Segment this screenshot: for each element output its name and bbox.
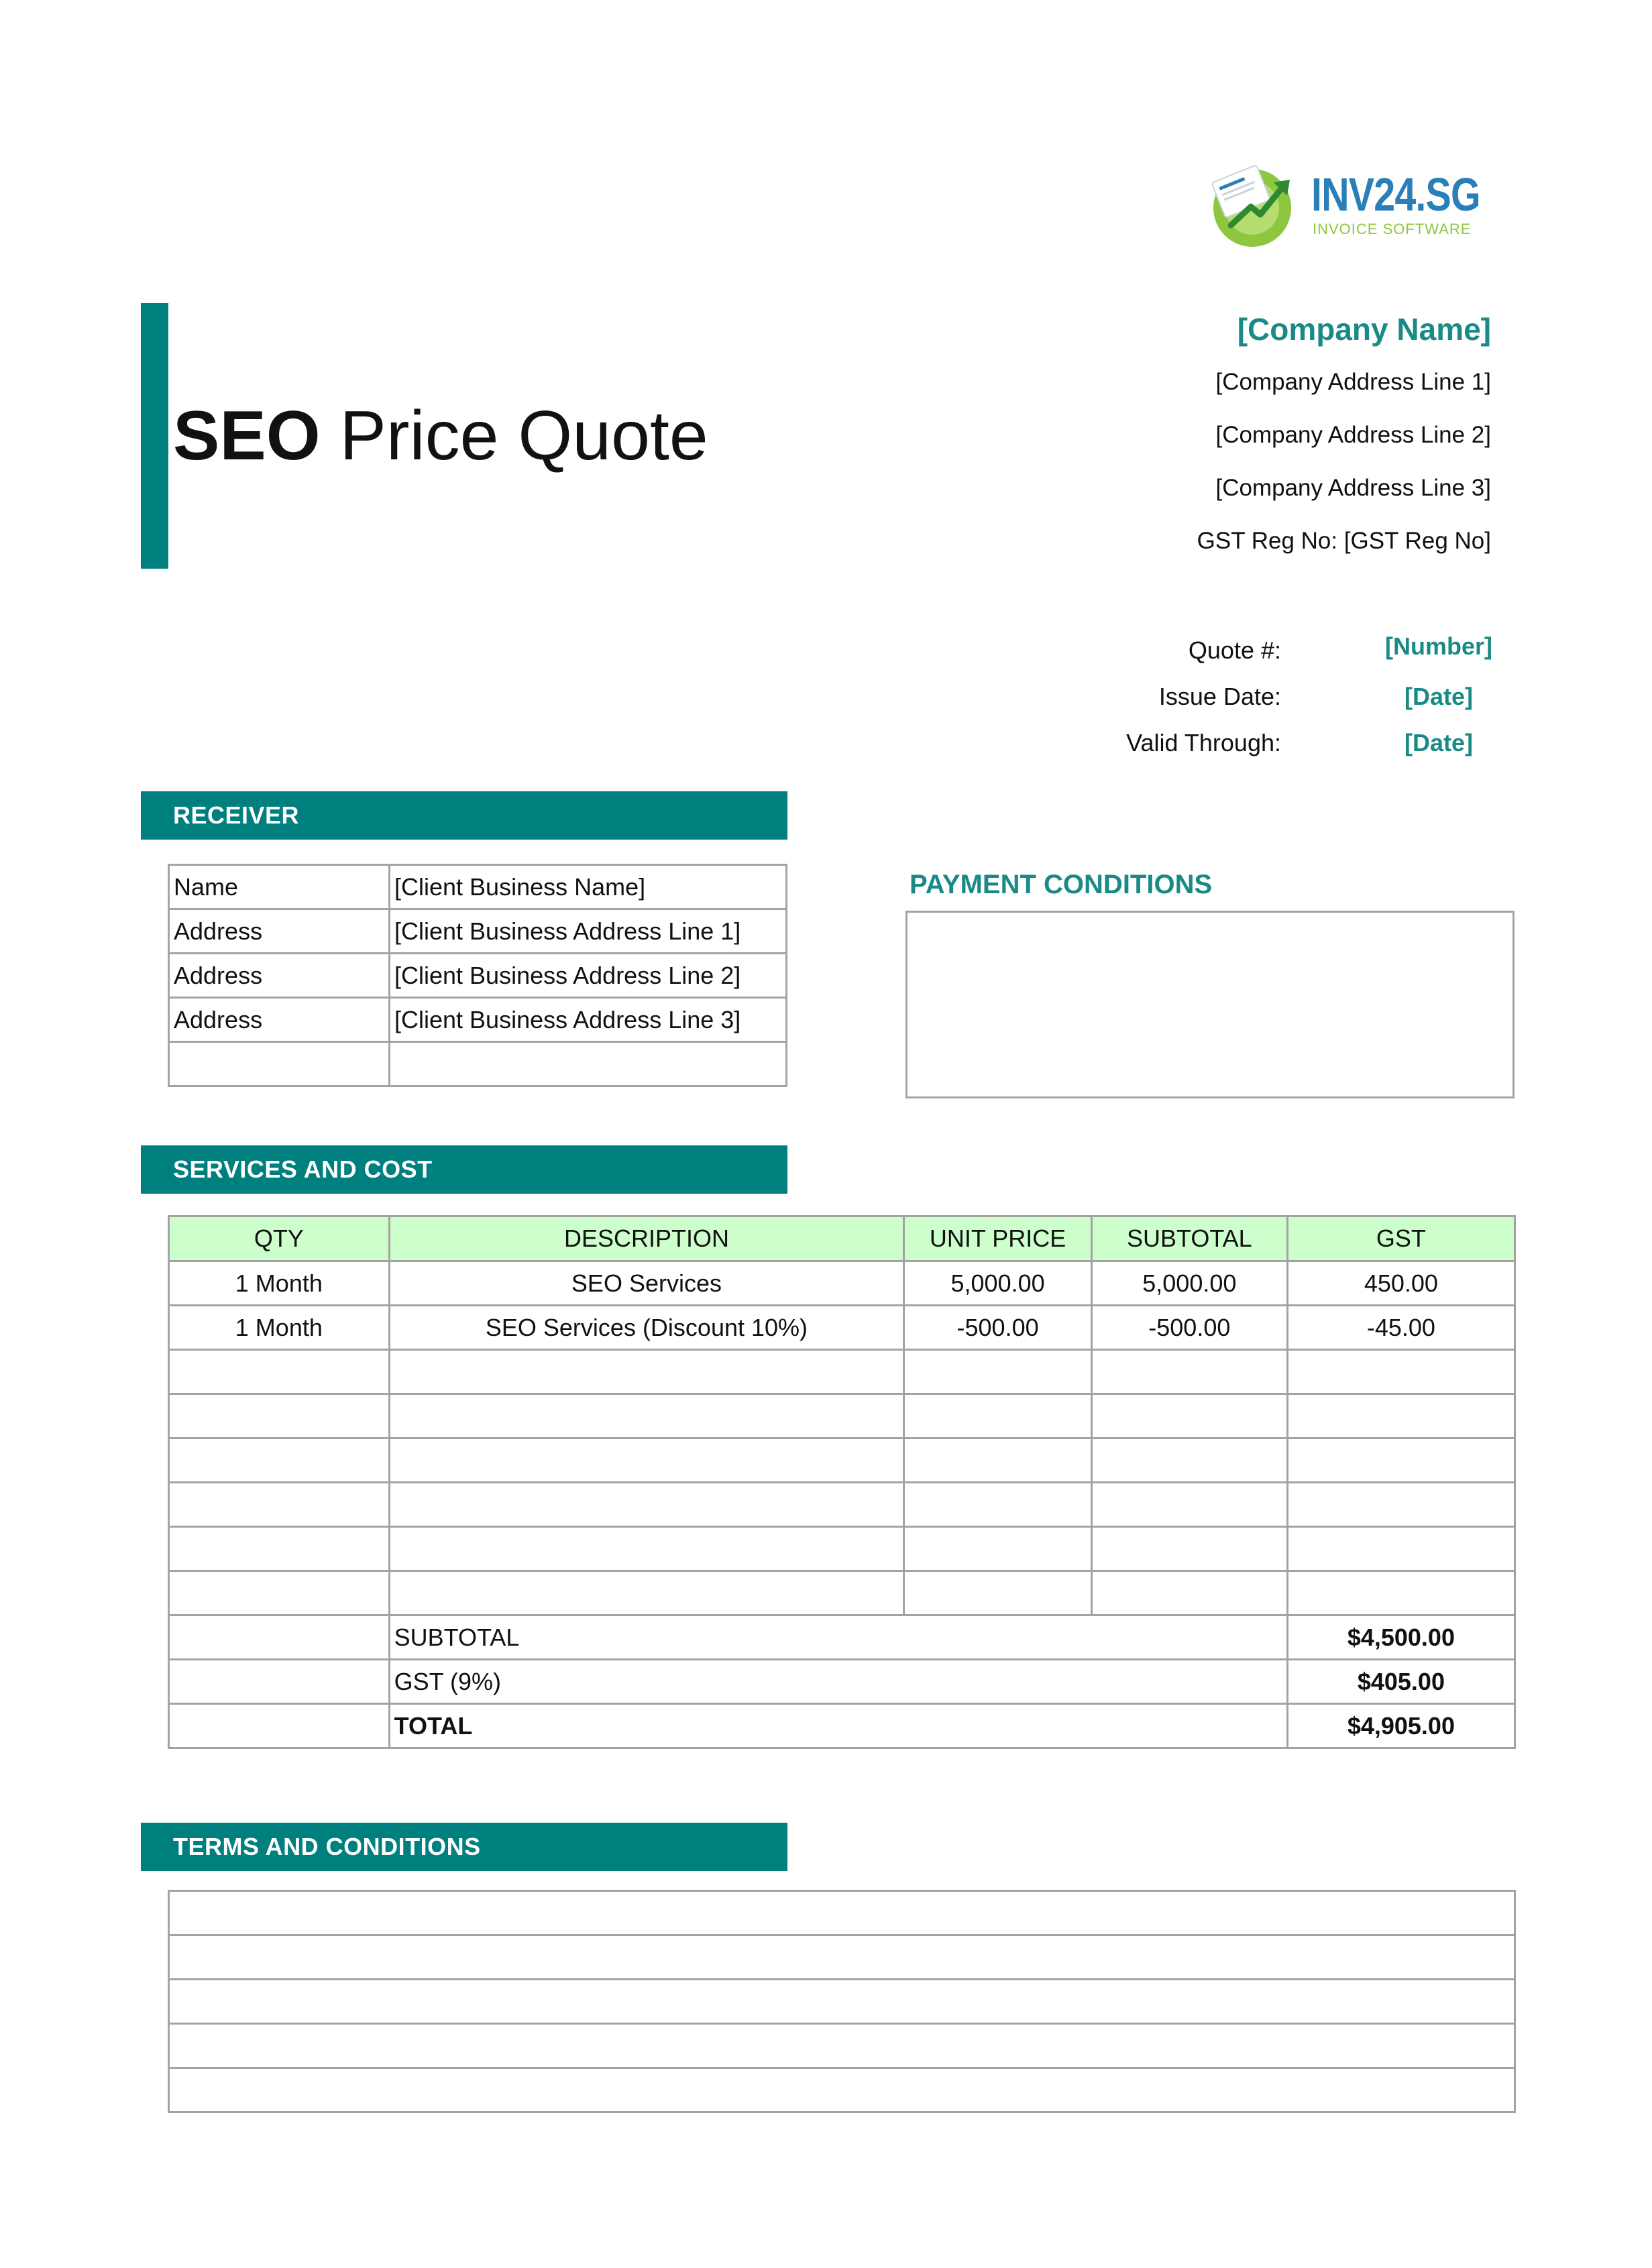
receiver-label: Address [169, 909, 390, 954]
totals-value: $405.00 [1287, 1660, 1515, 1704]
empty-cell [1091, 1527, 1287, 1571]
table-header-row [169, 1216, 1515, 1261]
terms-line [169, 1891, 1515, 1935]
table-row [169, 1261, 1515, 1306]
empty-cell [389, 1438, 904, 1483]
receiver-label: Name [169, 865, 390, 909]
totals-label: SUBTOTAL [389, 1615, 1287, 1660]
company-address-line: [Company Address Line 3] [1215, 475, 1491, 501]
column-header: UNIT PRICE [904, 1216, 1092, 1261]
column-header: QTY [169, 1216, 390, 1261]
company-info [1197, 310, 1491, 567]
table-row [169, 909, 787, 954]
meta-value: [Date] [1404, 729, 1473, 756]
totals-row-gst [169, 1660, 1515, 1704]
empty-cell [904, 1350, 1092, 1394]
table-row [169, 1438, 1515, 1483]
meta-value: [Date] [1404, 683, 1473, 710]
empty-cell [1287, 1394, 1515, 1438]
table-row [169, 1042, 787, 1086]
meta-row-valid-through [1073, 720, 1543, 766]
empty-cell [169, 1571, 390, 1615]
meta-row-issue-date [1073, 673, 1543, 720]
table-row [169, 954, 787, 998]
empty-cell [169, 1660, 390, 1704]
logo-tagline: INVOICE SOFTWARE [1313, 221, 1472, 237]
table-row [169, 1306, 1515, 1350]
empty-cell [1287, 1571, 1515, 1615]
logo-emblem-icon [1204, 156, 1305, 249]
empty-cell [904, 1438, 1092, 1483]
meta-label: Valid Through: [1126, 729, 1281, 756]
table-row [169, 865, 787, 909]
empty-cell [389, 1483, 904, 1527]
receiver-value [390, 1042, 787, 1086]
table-row [169, 1935, 1515, 1980]
empty-cell [169, 1615, 390, 1660]
description-cell: SEO Services [389, 1261, 904, 1306]
table-row [169, 1350, 1515, 1394]
table-row [169, 1891, 1515, 1935]
empty-cell [169, 1350, 390, 1394]
subtotal-cell: 5,000.00 [1091, 1261, 1287, 1306]
gst-cell: -45.00 [1287, 1306, 1515, 1350]
empty-cell [1091, 1571, 1287, 1615]
subtotal-cell: -500.00 [1091, 1306, 1287, 1350]
meta-label: Quote #: [1188, 636, 1281, 664]
table-row [169, 998, 787, 1042]
column-header: GST [1287, 1216, 1515, 1261]
company-name: [Company Name] [1237, 312, 1491, 347]
page-title-rest: Price Quote [339, 397, 708, 475]
page-title-bold: SEO [173, 397, 321, 475]
empty-cell [389, 1394, 904, 1438]
terms-line [169, 1980, 1515, 2024]
unit-price-cell: -500.00 [904, 1306, 1092, 1350]
empty-cell [389, 1527, 904, 1571]
empty-cell [1091, 1483, 1287, 1527]
qty-cell: 1 Month [169, 1306, 390, 1350]
company-address-line: [Company Address Line 2] [1215, 422, 1491, 448]
table-row [169, 1483, 1515, 1527]
section-header-terms: TERMS AND CONDITIONS [141, 1823, 787, 1871]
empty-cell [169, 1483, 390, 1527]
services-table [168, 1215, 1516, 1749]
table-row [169, 1394, 1515, 1438]
empty-cell [1091, 1394, 1287, 1438]
terms-table [168, 1890, 1516, 2113]
gst-cell: 450.00 [1287, 1261, 1515, 1306]
empty-cell [904, 1483, 1092, 1527]
terms-line [169, 2068, 1515, 2112]
empty-cell [1287, 1483, 1515, 1527]
column-header: DESCRIPTION [389, 1216, 904, 1261]
table-row [169, 1571, 1515, 1615]
empty-cell [169, 1438, 390, 1483]
receiver-value: [Client Business Address Line 3] [390, 998, 787, 1042]
receiver-label: Address [169, 998, 390, 1042]
empty-cell [904, 1571, 1092, 1615]
unit-price-cell: 5,000.00 [904, 1261, 1092, 1306]
section-header-services: SERVICES AND COST [141, 1145, 787, 1194]
empty-cell [1287, 1350, 1515, 1394]
terms-line [169, 1935, 1515, 1980]
totals-label: TOTAL [389, 1704, 1287, 1748]
payment-conditions-box [905, 911, 1515, 1098]
terms-line [169, 2024, 1515, 2068]
empty-cell [1287, 1438, 1515, 1483]
empty-cell [904, 1527, 1092, 1571]
empty-cell [169, 1394, 390, 1438]
receiver-label: Address [169, 954, 390, 998]
quote-meta [1073, 627, 1543, 766]
meta-value: [Number] [1385, 632, 1492, 660]
brand-logo [1204, 156, 1486, 249]
table-row [169, 1980, 1515, 2024]
totals-value: $4,500.00 [1287, 1615, 1515, 1660]
totals-row-subtotal [169, 1615, 1515, 1660]
logo-wordmark: INV24.SG [1311, 168, 1480, 221]
section-header-receiver: RECEIVER [141, 791, 787, 840]
payment-conditions-title: PAYMENT CONDITIONS [910, 870, 1213, 899]
table-row [169, 1527, 1515, 1571]
empty-cell [169, 1704, 390, 1748]
totals-row-total [169, 1704, 1515, 1748]
page-title [173, 396, 708, 476]
qty-cell: 1 Month [169, 1261, 390, 1306]
description-cell: SEO Services (Discount 10%) [389, 1306, 904, 1350]
table-row [169, 2024, 1515, 2068]
table-row [169, 2068, 1515, 2112]
empty-cell [389, 1571, 904, 1615]
empty-cell [1091, 1438, 1287, 1483]
empty-cell [1091, 1350, 1287, 1394]
receiver-value: [Client Business Name] [390, 865, 787, 909]
company-address-line: [Company Address Line 1] [1215, 369, 1491, 395]
empty-cell [1287, 1527, 1515, 1571]
column-header: SUBTOTAL [1091, 1216, 1287, 1261]
receiver-value: [Client Business Address Line 2] [390, 954, 787, 998]
empty-cell [169, 1527, 390, 1571]
company-gst: GST Reg No: [GST Reg No] [1197, 528, 1491, 554]
empty-cell [389, 1350, 904, 1394]
totals-label: GST (9%) [389, 1660, 1287, 1704]
receiver-value: [Client Business Address Line 1] [390, 909, 787, 954]
receiver-table [168, 864, 787, 1087]
empty-cell [904, 1394, 1092, 1438]
meta-label: Issue Date: [1158, 683, 1281, 710]
receiver-label [169, 1042, 390, 1086]
totals-value: $4,905.00 [1287, 1704, 1515, 1748]
title-accent-bar [141, 303, 168, 569]
meta-row-quote-number [1073, 627, 1543, 673]
